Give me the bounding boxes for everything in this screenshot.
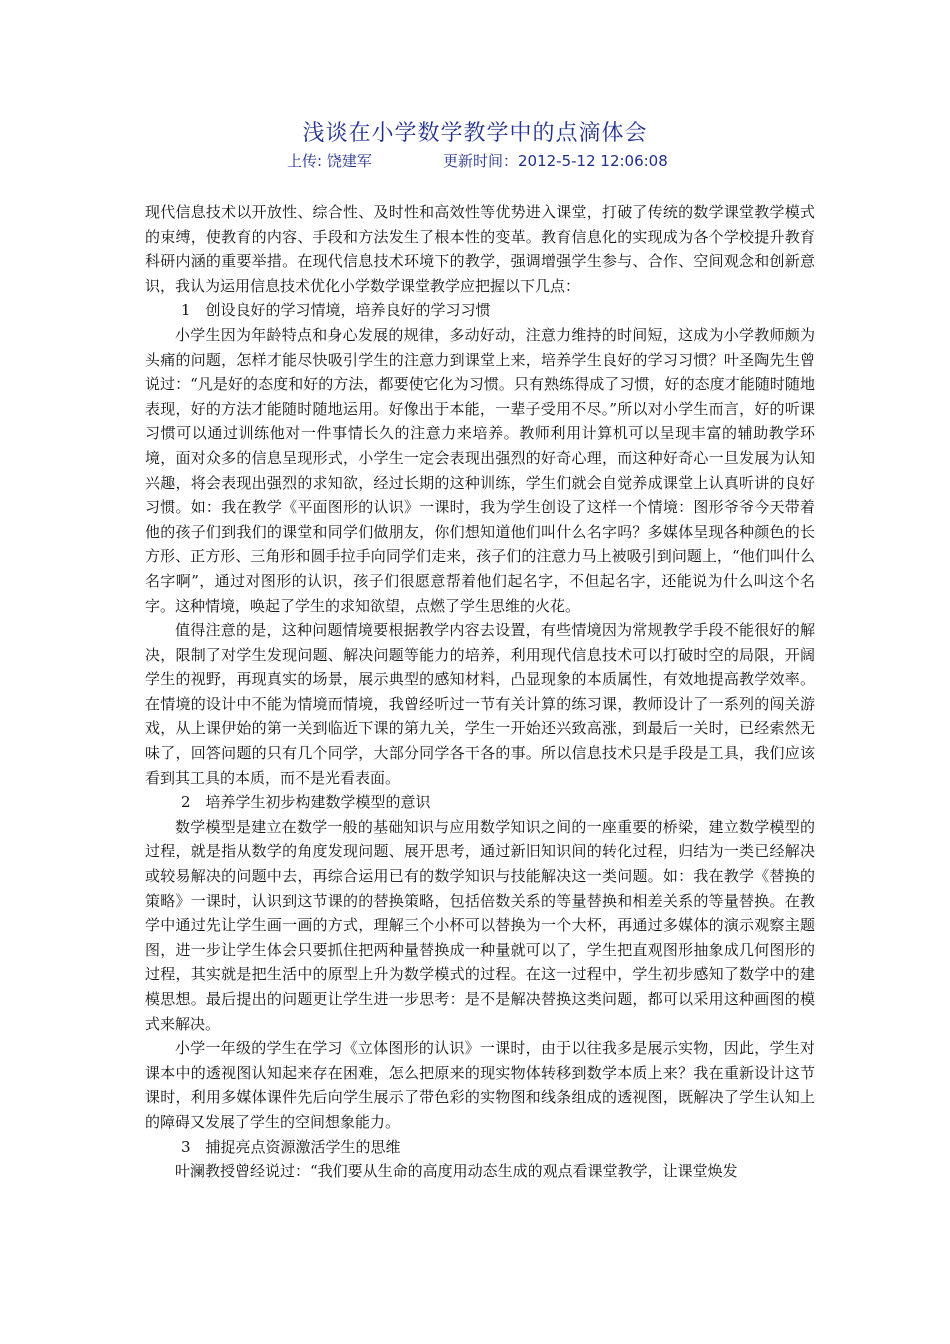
paragraph: 小学生因为年龄特点和身心发展的规律，多动好动，注意力维持的时间短，这成为小学教师颇为头痛的问题，怎样才能尽快吸引学生的注意力到课堂上来，培养学生良好的学习习惯？叶圣陶先生曾说过：“凡是好的态度和好的方法，都要使它化为习惯。只有熟练得成了习惯，好的态度才能随时随地表现，好的方法才能随时随地运用。好像出于本能，一辈子受用不尽。”所以对小学生而言，好的听课习惯可以通过训练他对一件事情长久的注意力来培养。教师利用计算机可以呈现丰富的辅助教学环境，面对众多的信息呈现形式，小学生一定会表现出强烈的好奇心理，而这种好奇心一旦发展为认知兴趣，将会表现出强烈的求知欲，经过长期的这种训练，学生们就会自觉养成课堂上认真听讲的良好习惯。如：我在教学《平面图形的认识》一课时，我为学生创设了这样一个情境：图形爷爷今天带着他的孩子们到我们的课堂和同学们做朋友，你们想知道他们叫什么名字吗？多媒体呈现各种颜色的长方形、正方形、三角形和圆手拉手向同学们走来，孩子们的注意力马上被吸引到问题上，“他们叫什么名字啊”，通过对图形的认识，孩子们很愿意帮着他们起名字，不但起名字，还能说为什么叫这个名字。这种情境，唤起了学生的求知欲望，点燃了学生思维的火花。: [145, 325, 815, 615]
paragraph: 现代信息技术以开放性、综合性、及时性和高效性等优势进入课堂，打破了传统的数学课堂教学模式的束缚，使教育的内容、手段和方法发生了根本性的变革。教育信息化的实现成为各个学校提升教育科研内涵的重要举措。在现代信息技术环境下的教学，强调增强学生参与、合作、空间观念和创新意识，我认为运用信息技术优化小学数学课堂教学应把握以下几点：: [145, 203, 815, 295]
paragraph: 小学一年级的学生在学习《立体图形的认识》一课时，由于以往我多是展示实物，因此，学生对课本中的透视图认知起来存在困难，怎么把原来的现实物体转移到数学本质上来？我在重新设计这节课时，利用多媒体课件先后向学生展示了带色彩的实物图和线条组成的透视图，既解决了学生认知上的障碍又发展了学生的空间想象能力。: [145, 1039, 815, 1131]
article-meta: [0, 149, 950, 173]
section-heading: 1 创设良好的学习情境，培养良好的学习习惯: [181, 301, 491, 320]
uploader-label: 上传: 饶建军: [287, 152, 372, 170]
article-title: 浅谈在小学数学教学中的点滴体会: [302, 121, 648, 146]
paragraph: 数学模型是建立在数学一般的基础知识与应用数学知识之间的一座重要的桥梁，建立数学模型的过程，就是指从数学的角度发现问题、展开思考，通过新旧知识间的转化过程，归结为一类已经解决或较易解决的问题中去，再综合运用已有的数学知识与技能解决这一类问题。如：我在教学《替换的策略》一课时，认识到这节课的的替换策略，包括倍数关系的等量替换和相差关系的等量替换。在教学中通过先让学生画一画的方式，理解三个小杯可以替换为一个大杯，再通过多媒体的演示观察主题图，进一步让学生体会只要抓住把两种量替换成一种量就可以了，学生把直观图形抽象成几何图形的过程，其实就是把生活中的原型上升为数学模式的过程。在这一过程中，学生初步感知了数学中的建模思想。最后提出的问题更让学生进一步思考：是不是解决替换这类问题，都可以采用这种画图的模式来解决。: [145, 817, 815, 1033]
article-body: [145, 200, 815, 1184]
section-heading: 2 培养学生初步构建数学模型的意识: [181, 793, 431, 812]
paragraph: 叶澜教授曾经说过：“我们要从生命的高度用动态生成的观点看课堂教学，让课堂焕发: [175, 1162, 738, 1181]
update-time: 更新时间：2012-5-12 12:06:08: [443, 152, 668, 170]
section-heading: 3 捕捉亮点资源激活学生的思维: [181, 1137, 401, 1156]
paragraph: 值得注意的是，这种问题情境要根据教学内容去设置，有些情境因为常规教学手段不能很好的解决，限制了对学生发现问题、解决问题等能力的培养，利用现代信息技术可以打破时空的局限，开阔学生的视野，再现真实的场景，展示典型的感知材料，凸显现象的本质属性，有效地提高教学效率。在情境的设计中不能为情境而情境，我曾经听过一节有关计算的练习课，教师设计了一系列的闯关游戏，从上课伊始的第一关到临近下课的第九关，学生一开始还兴致高涨，到最后一关时，已经索然无味了，回答问题的只有几个同学，大部分同学各干各的事。所以信息技术只是手段是工具，我们应该看到其工具的本质，而不是光看表面。: [145, 621, 815, 787]
